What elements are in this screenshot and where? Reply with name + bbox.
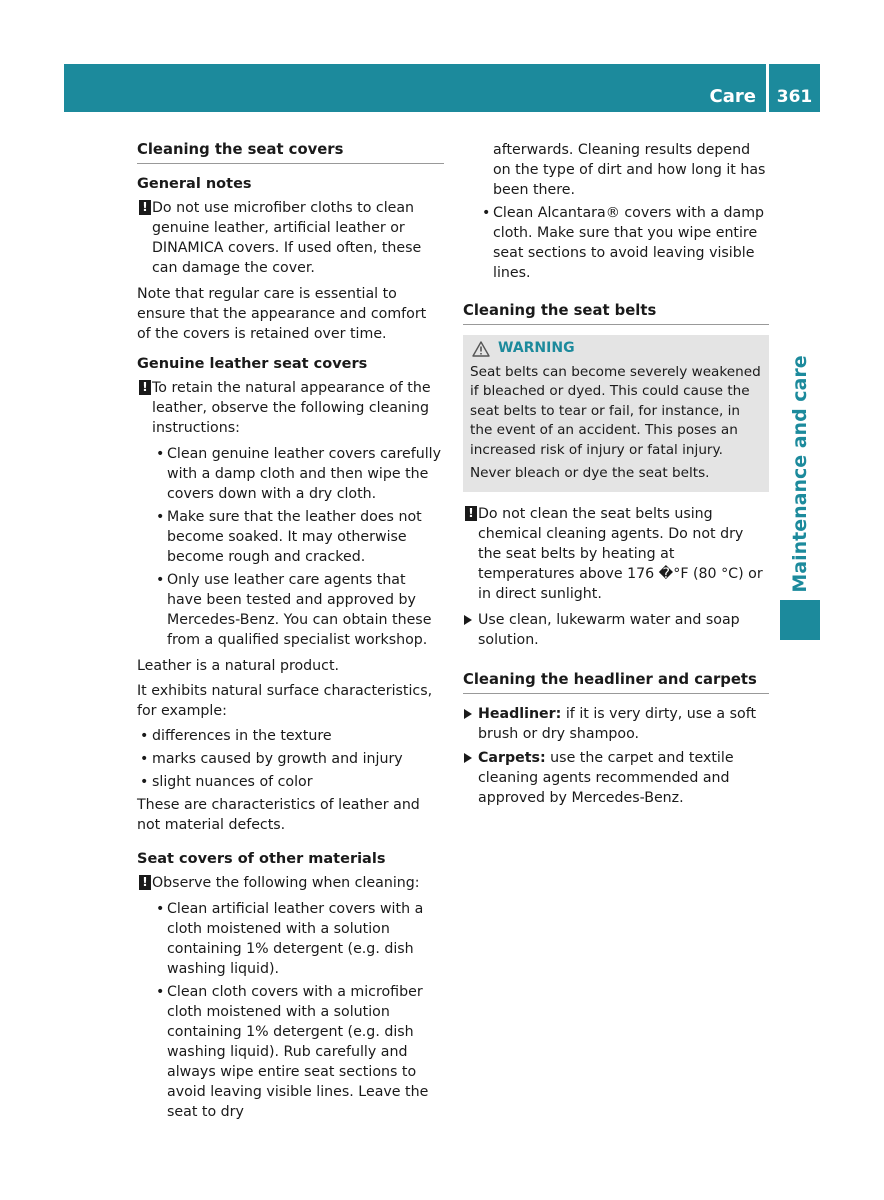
paragraph-natural-product: Leather is a natural product. [137,658,340,674]
notice-text: Do not use microfiber cloths to clean genuine leather, artificial leather or DINAMICA covers. If used often, these can damage the cover. [152,200,422,276]
side-tab-text: Maintenance and care [789,355,811,593]
continued-text: afterwards. Cleaning results depend on the type of dirt and how long it has been there. [493,142,766,198]
notice-text: To retain the natural appearance of the leather, observe the following cleaning instructions: [152,380,431,436]
list-item: • differences in the texture [137,726,444,746]
side-tab-label [780,356,820,592]
paragraph-surface-characteristics: It exhibits natural surface characteristics, for example: [137,683,433,719]
step-text: if it is very dirty, use a soft brush or dry shampoo. [478,705,757,742]
section-heading-seat-belts: Cleaning the seat belts [463,301,769,325]
notice-text: Observe the following when cleaning: [152,875,420,891]
list-item: • Clean Alcantara® covers with a damp cloth. Make sure that you wipe entire seat sections to avoid leaving visible lines. [463,203,769,283]
notice-icon: ! [139,380,151,395]
page-number-box [769,64,820,112]
subheading-other-materials: Seat covers of other materials [137,851,386,867]
paragraph-regular-care: Note that regular care is essential to ensure that the appearance and comfort of the covers is retained over time. [137,286,427,342]
list-item: • slight nuances of color [137,772,444,792]
subheading-genuine-leather: Genuine leather seat covers [137,356,368,372]
list-item: • Make sure that the leather does not become soaked. It may otherwise become rough and cracked. [137,507,444,567]
step-label: Carpets: [478,749,546,766]
notice-genuine [137,378,444,438]
instruction-step-carpets [463,748,769,808]
section-title: Care [709,86,756,107]
warning-text: Seat belts can become severely weakened if bleached or dyed. This could cause the seat belts to tear or fail, for instance, in the event of an accident. This poses an increased risk of injury or fatal injury. [470,363,761,458]
instruction-step-headliner [463,704,769,744]
step-label: Headliner: [478,705,562,722]
list-item: • Only use leather care agents that have been tested and approved by Mercedes-Benz. You can obtain these from a qualified specialist workshop. [137,570,444,650]
instruction-step: Use clean, lukewarm water and soap solution. [463,610,769,650]
header-bar [64,64,766,112]
list-item: • Clean cloth covers with a microfiber cloth moistened with a solution containing 1% detergent (e.g. dish washing liquid). Rub carefully and always wipe entire seat sections to avoid leaving visible lines. Leave the seat to dry [137,982,444,1122]
subheading-general-notes: General notes [137,176,252,192]
warning-title: WARNING [498,340,575,356]
left-column [137,140,444,1125]
page-number: 361 [776,87,813,107]
warning-instruction: Never bleach or dye the seat belts. [470,465,710,481]
warning-box [463,335,769,492]
paragraph-characteristics: These are characteristics of leather and not material defects. [137,797,420,833]
notice-seat-belts [463,504,769,604]
warning-heading [470,339,762,359]
section-heading-headliner: Cleaning the headliner and carpets [463,670,769,694]
right-column [463,140,769,812]
notice-icon: ! [139,200,151,215]
list-item: • Clean genuine leather covers carefully with a damp cloth and then wipe the covers down with a dry cloth. [137,444,444,504]
warning-triangle-icon [472,341,490,357]
notice-icon: ! [465,506,477,521]
notice-icon: ! [139,875,151,890]
list-item: • Clean artificial leather covers with a cloth moistened with a solution containing 1% detergent (e.g. dish washing liquid). [137,899,444,979]
list-item: • marks caused by growth and injury [137,749,444,769]
side-tab-marker [780,600,820,640]
step-text: use the carpet and textile cleaning agents recommended and approved by Mercedes-Benz. [478,749,734,806]
notice-other [137,873,444,893]
notice-general [137,198,444,278]
section-heading-seat-covers: Cleaning the seat covers [137,140,444,164]
notice-text: Do not clean the seat belts using chemical cleaning agents. Do not dry the seat belts by heating at temperatures above 176 �°F (80 °C) or in direct sunlight. [478,505,763,602]
